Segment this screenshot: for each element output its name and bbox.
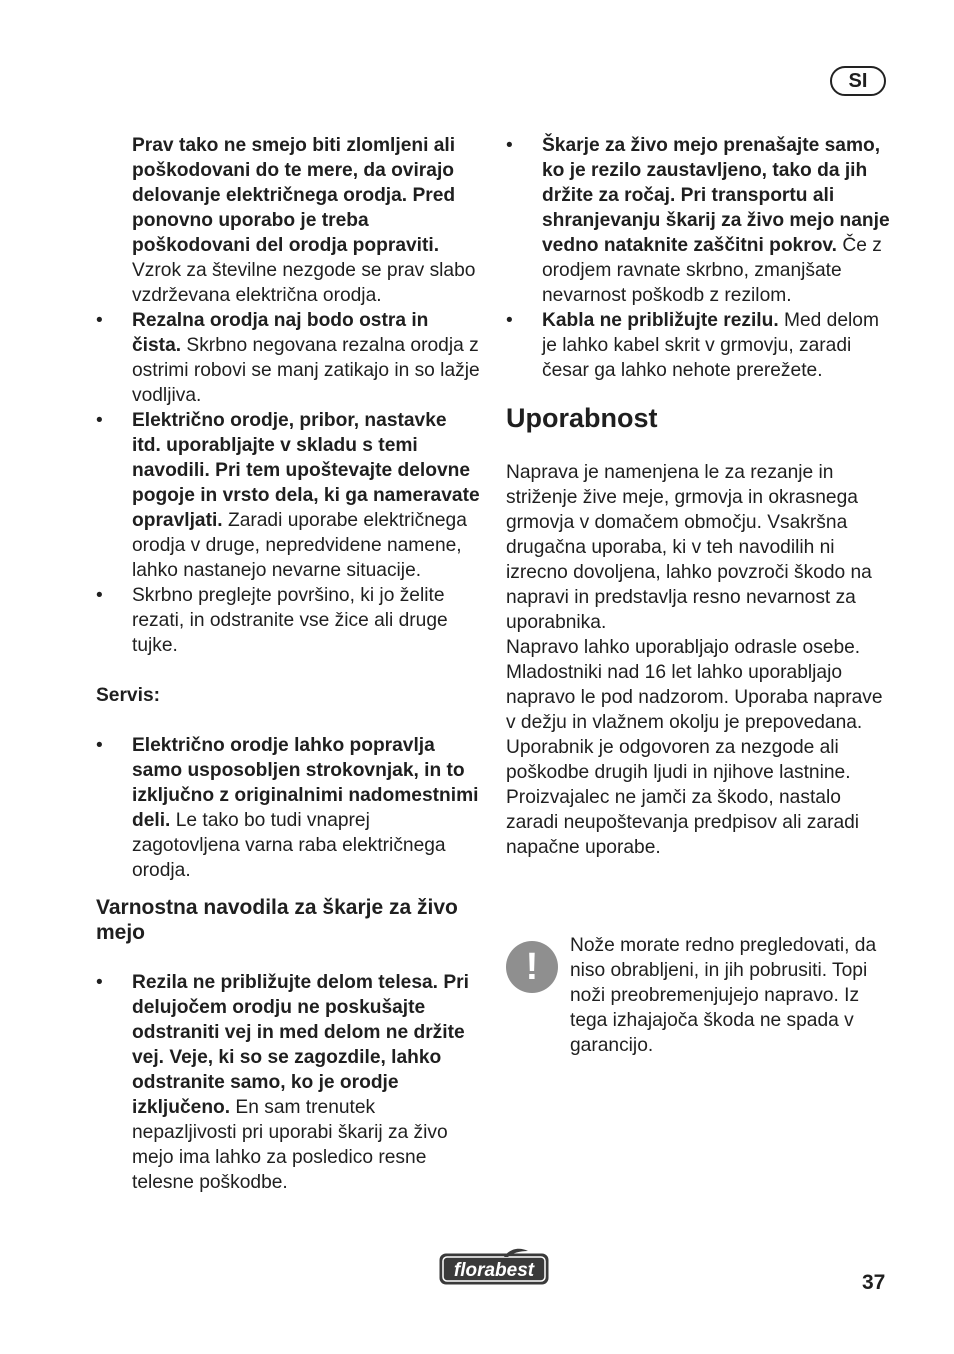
paragraph: Naprava je namenjena le za rezanje in striženje žive meje, grmovja in okrasnega grmovja v domačem območju. Vsakršna drugačna uporaba, ki v teh navodilih ni izrecno dovoljena, lahko povzroči škodo na napravi in predstavlja resno nevarnost za uporabnika. xyxy=(506,462,872,633)
warning-text: Nože morate redno pregledovati, da niso obrabljeni, in jih pobrusiti. Topi noži preobremenjujejo napravo. Iz tega izhajajoča škoda ne spada v garancijo. xyxy=(570,935,877,1056)
bullet-item: • Električno orodje, pribor, nastavke itd. uporabljajte v skladu s temi navodili. Pri tem upoštevajte delovne pogoje in vrsto dela, ki ga nameravate opravljati. Zaradi uporabe električnega orodja v druge, nepredvidene namene, lahko nastanejo nevarne situacije. xyxy=(96,410,480,581)
section-heading: Varnostna navodila za škarje za živo mejo xyxy=(96,896,458,944)
language-badge: SI xyxy=(830,66,886,96)
svg-text:florabest: florabest xyxy=(453,1260,535,1281)
bullet-item: • Rezalna orodja naj bodo ostra in čista. Skrbno negovana rezalna orodja z ostrimi robovi se manj zatikajo in so lažje vodljiva. xyxy=(96,310,480,406)
page-title: Uporabnost xyxy=(506,403,658,433)
continued-paragraph: Prav tako ne smejo biti zlomljeni ali poškodovani do te mere, da ovirajo delovanje električnega orodja. Pred ponovno uporabo je treba poškodovani del orodja popraviti. Vzrok za številne nezgode se prav slabo vzdrževana električna orodja. xyxy=(132,135,476,306)
servis-label: Servis: xyxy=(96,685,160,706)
bullet-item: • Rezila ne približujte delom telesa. Pri delujočem orodju ne poskušajte odstraniti vej in med delom ne držite vej. Veje, ki so se zagozdile, lahko odstranite samo, ko je orodje izključeno. En sam trenutek nepazljivosti pri uporabi škarij za živo mejo ima lahko za posledico resne telesne poškodbe. xyxy=(96,972,469,1193)
page-number: 37 xyxy=(862,1271,886,1294)
bullet-item: • Škarje za živo mejo prenašajte samo, ko je rezilo zaustavljeno, tako da jih držite za ročaj. Pri transportu ali shranjevanju škarij za živo mejo nanje vedno nataknite zaščitni pokrov. Če z orodjem ravnate skrbno, zmanjšate nevarnost poškodb z rezilom. xyxy=(506,135,890,306)
bullet-icon: • xyxy=(506,310,513,331)
exclamation-icon: ! xyxy=(506,941,558,993)
paragraph: Napravo lahko uporabljajo odrasle osebe. Mladostniki nad 16 let lahko uporabljajo napravo le pod nadzorom. Uporaba naprave v dežju in vlažnem okolju je prepovedana. xyxy=(506,637,883,733)
left-column xyxy=(96,133,480,1195)
florabest-logo xyxy=(438,1248,550,1286)
bullet-icon: • xyxy=(96,585,103,606)
right-column xyxy=(506,133,892,860)
bullet-item: • Kabla ne približujte rezilu. Med delom je lahko kabel skrit v grmovju, zaradi česar ga lahko nehote prerežete. xyxy=(506,310,879,381)
bullet-icon: • xyxy=(96,310,103,331)
bullet-icon: • xyxy=(96,972,103,993)
bullet-icon: • xyxy=(506,135,513,156)
bullet-icon: • xyxy=(96,735,103,756)
bullet-item: • Skrbno preglejte površino, ki jo želite rezati, in odstranite vse žice ali druge tujke. xyxy=(96,585,448,656)
warning-note xyxy=(506,933,892,1058)
bullet-item: • Električno orodje lahko popravlja samo usposobljen strokovnjak, in to izključno z originalnimi nadomestnimi deli. Le tako bo tudi vnaprej zagotovljena varna raba električnega orodja. xyxy=(96,735,479,881)
bullet-icon: • xyxy=(96,410,103,431)
paragraph: Uporabnik je odgovoren za nezgode ali poškodbe drugih ljudi in njihove lastnine. Proizvajalec ne jamči za škodo, nastalo zaradi neupoštevanja predpisov ali zaradi napačne uporabe. xyxy=(506,737,860,858)
